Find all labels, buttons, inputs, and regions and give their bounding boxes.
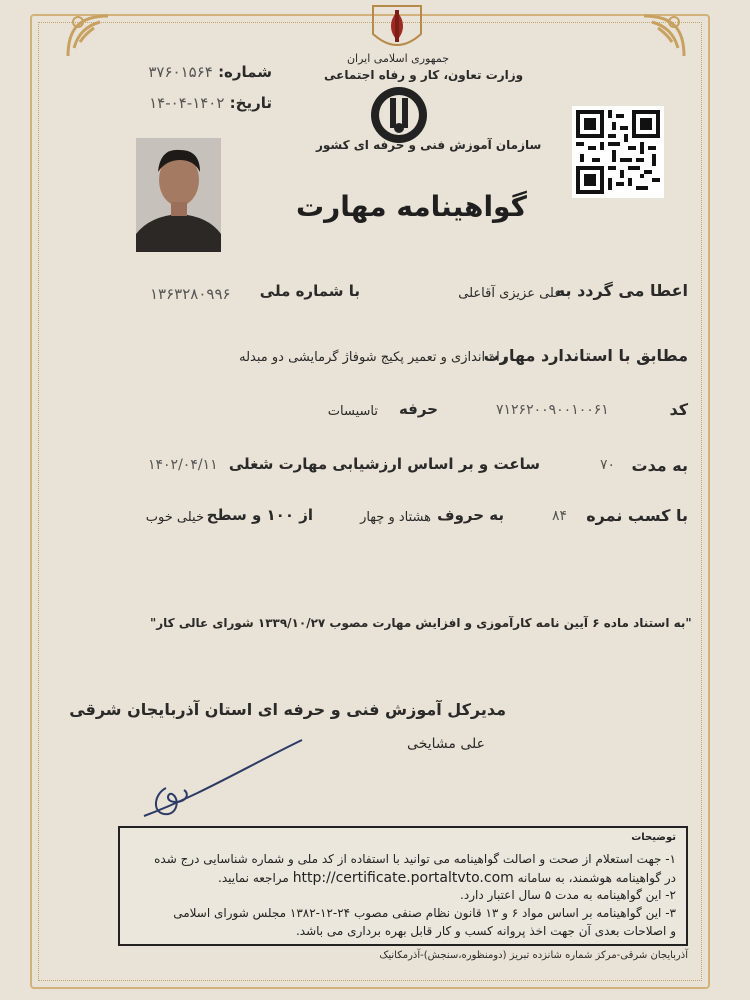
national-id-label: با شماره ملی (259, 282, 360, 300)
legal-basis: "به استناد ماده ۶ آیین نامه کارآموزی و افزایش مهارت مصوب ۱۳۳۹/۱۰/۲۷ شورای عالی کار" (150, 616, 692, 630)
note-line-2: در گواهینامه هوشمند، به سامانه http://certificate.portaltvto.com مراجعه نمایید. (218, 870, 676, 886)
signature-icon (138, 736, 308, 826)
signatory-name: علی مشایخی (407, 736, 485, 752)
score-label: با کسب نمره (586, 506, 688, 525)
trade-label: حرفه (398, 400, 438, 418)
granted-label: اعطا می گردد به (555, 281, 688, 300)
duration-value: ۷۰ (600, 457, 616, 473)
country-name: جمهوری اسلامی ایران (346, 52, 450, 65)
trade-value: تاسیسات (327, 404, 378, 419)
note-line-3: ۲- این گواهینامه به مدت ۵ سال اعتبار دارد. (460, 888, 676, 902)
recipient-name: علی عزیزی آقاعلی (458, 286, 562, 301)
qr-code-icon (572, 106, 664, 198)
duration-label: به مدت (631, 456, 688, 475)
organization-name: سازمان آموزش فنی و حرفه ای کشور (316, 138, 542, 152)
certificate-title: گواهینامه مهارت (296, 190, 527, 223)
notes-heading: توضیحات (631, 832, 676, 843)
person-photo-icon (136, 138, 221, 252)
notes-box (118, 826, 688, 946)
tvto-logo-icon (368, 84, 430, 146)
issue-date: تاریخ: ۱۴۰۲-۰۴-۱۴ (149, 94, 272, 112)
national-id-value: ۱۳۶۳۲۸۰۹۹۶ (150, 285, 231, 303)
level-label: از ۱۰۰ و سطح (206, 506, 313, 524)
signatory-title: مدیرکل آموزش فنی و حرفه ای استان آذربایجان شرقی (69, 700, 506, 719)
verification-url[interactable]: http://certificate.portaltvto.com (292, 870, 514, 886)
code-value: ۷۱۲۶۲۰۰۹۰۰۱۰۰۶۱ (496, 402, 609, 418)
code-label: کد (669, 400, 688, 419)
note-line-1: ۱- جهت استعلام از صحت و اصالت گواهینامه می توانید با استفاده از کد ملی و شماره شناسایی درج شده (154, 852, 676, 866)
level-value: خیلی خوب (145, 510, 204, 525)
standard-name: راه اندازی و تعمیر پکیج شوفاژ گرمایشی دو مبدله (239, 350, 506, 365)
note-line-4: ۳- این گواهینامه بر اساس مواد ۶ و ۱۳ قانون نظام صنفی مصوب ۲۴-۱۲-۱۳۸۲ مجلس شورای اسلامی (173, 906, 676, 920)
note-line-5: و اصلاحات بعدی آن جهت اخذ پروانه کسب و کار قابل بهره برداری می باشد. (295, 924, 676, 938)
standard-label: مطابق با استاندارد مهارت (483, 346, 688, 365)
issuing-center: آذربایجان شرقی-مرکز شماره شانزده تبریز (دومنظوره،سنجش)-آذرمکانیک (379, 950, 688, 961)
in-words-label: به حروف (437, 506, 504, 524)
hours-label: ساعت و بر اساس ارزشیابی مهارت شغلی (228, 455, 540, 473)
national-emblem-icon (367, 0, 427, 52)
exam-date: ۱۴۰۲/۰۴/۱۱ (148, 457, 218, 473)
corner-ornament-icon (636, 8, 692, 64)
recipient-photo (136, 138, 221, 252)
certificate-number: شماره: ۳۷۶۰۱۵۶۴ (148, 63, 272, 81)
score-words: هشتاد و چهار (360, 510, 431, 525)
ministry-name: وزارت تعاون، کار و رفاه اجتماعی (324, 68, 524, 82)
score-value: ۸۴ (552, 508, 568, 524)
corner-ornament-icon (60, 8, 116, 64)
